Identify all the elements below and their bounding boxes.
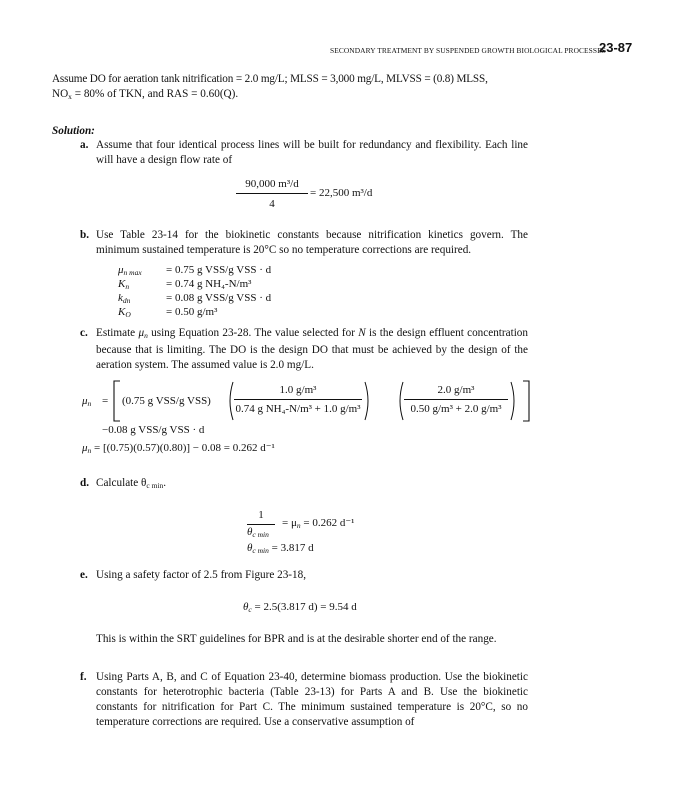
constant-kn: $K_n$ bbox=[118, 278, 130, 291]
right-paren-1 bbox=[364, 381, 372, 421]
intro-line-1: Assume DO for aeration tank nitrification = 2.0 mg/L; MLSS = 3,000 mg/L, MLVSS = (0.8) MLSS, bbox=[52, 73, 488, 85]
part-e-label: e. bbox=[80, 569, 88, 581]
part-b-label: b. bbox=[80, 229, 90, 241]
eq-equals: = bbox=[102, 395, 109, 407]
constant-mu-n-max-value: = 0.75 g VSS/g VSS · d bbox=[166, 264, 272, 276]
page-number: 23-87 bbox=[599, 40, 633, 55]
constant-kdn: $k_{dn}$ bbox=[118, 292, 131, 305]
eq-frac2-denominator: 0.50 g/m³ + 2.0 g/m³ bbox=[410, 403, 502, 415]
part-d-frac-numerator: 1 bbox=[258, 509, 264, 521]
constant-kdn-value: = 0.08 g VSS/g VSS · d bbox=[166, 292, 272, 304]
part-a-result: = 22,500 m³/d bbox=[310, 187, 373, 199]
part-d-frac-denominator: $\theta_{c min}$ bbox=[247, 526, 269, 539]
part-a-fraction-bar bbox=[236, 193, 308, 194]
part-d-rhs: = $\mu_n = 0.262$ d⁻¹ bbox=[282, 517, 355, 530]
solution-heading: Solution: bbox=[52, 125, 95, 137]
eq-frac2-numerator: 2.0 g/m³ bbox=[437, 384, 475, 396]
right-paren-2 bbox=[510, 381, 518, 421]
part-a-denominator: 4 bbox=[269, 198, 275, 210]
constant-ko: $K_O$ bbox=[118, 306, 131, 319]
part-d-frac-bar bbox=[247, 524, 275, 525]
eq-lhs-mu-n: $\mu_n$ bbox=[82, 395, 92, 408]
left-square-bracket bbox=[112, 380, 122, 422]
part-a-text: Assume that four identical process lines will be built for redundancy and flexibility. Each line will have a design flow rate of bbox=[96, 139, 528, 166]
right-square-bracket bbox=[521, 380, 531, 422]
part-e-note: This is within the SRT guidelines for BPR and is at the desirable shorter end of the range. bbox=[96, 633, 497, 645]
part-d-label: d. bbox=[80, 477, 90, 489]
part-e-text: Using a safety factor of 2.5 from Figure 23-18, bbox=[96, 569, 307, 581]
running-title: SECONDARY TREATMENT BY SUSPENDED GROWTH BIOLOGICAL PROCESSES bbox=[330, 46, 606, 55]
constant-mu-n-max: $\mu_{n max}$ bbox=[118, 264, 142, 277]
eq-term-1: (0.75 g VSS/g VSS) bbox=[122, 395, 211, 407]
left-paren-2 bbox=[396, 381, 404, 421]
part-f-text: Using Parts A, B, and C of Equation 23-40, determine biomass production. Use the biokinetic constants for heterotrophic bacteria (Table 23-13) for Parts A and B. Use the biokinetic constants for nitrification for Part C. The minimum sustained temperature is 20°C, so no temperature corrections are required. Use a conservative assumption of bbox=[96, 671, 528, 728]
part-b-text: Use Table 23-14 for the biokinetic constants because nitrification kinetics govern. The minimum sustained temperature is 20°C so no temperature corrections are required. bbox=[96, 229, 528, 256]
eq-frac2-bar bbox=[404, 399, 508, 400]
constant-ko-value: = 0.50 g/m³ bbox=[166, 306, 218, 318]
part-f-label: f. bbox=[80, 671, 87, 683]
intro-line-2: $NO_x = 80\%$ of TKN, and RAS = 0.60(Q). bbox=[52, 88, 239, 101]
eq-frac1-denominator: 0.74 g NH₄-N/m³ + 1.0 g/m³ bbox=[235, 403, 361, 415]
part-e-equation: $\theta_c = 2.5(3.817$ d) = 9.54 d bbox=[243, 601, 357, 614]
constant-kn-value: = 0.74 g NH₄-N/m³ bbox=[166, 278, 252, 290]
part-a-label: a. bbox=[80, 139, 89, 151]
eq-frac1-numerator: 1.0 g/m³ bbox=[279, 384, 317, 396]
eq-frac1-bar bbox=[234, 399, 362, 400]
part-d-text: Calculate $\theta_{c min}$. bbox=[96, 477, 167, 490]
part-c-label: c. bbox=[80, 327, 88, 339]
part-d-result: $\theta_{c min} = 3.817$ d bbox=[247, 542, 314, 555]
part-c-text: Estimate $\mu_n$ using Equation 23-28. The value selected for N is the design effluent concentration because that is limiting. The DO is the design DO that must be achieved by the design of the aeration system. The assumed value is 2.0 mg/L. bbox=[96, 327, 528, 371]
eq-line-3: $\mu_n = [(0.75)(0.57)(0.80)] - 0.08 = 0.262$ d⁻¹ bbox=[82, 442, 275, 455]
left-paren-1 bbox=[226, 381, 234, 421]
eq-line-2: −0.08 g VSS/g VSS · d bbox=[102, 424, 205, 436]
part-a-numerator: 90,000 m³/d bbox=[245, 178, 299, 190]
